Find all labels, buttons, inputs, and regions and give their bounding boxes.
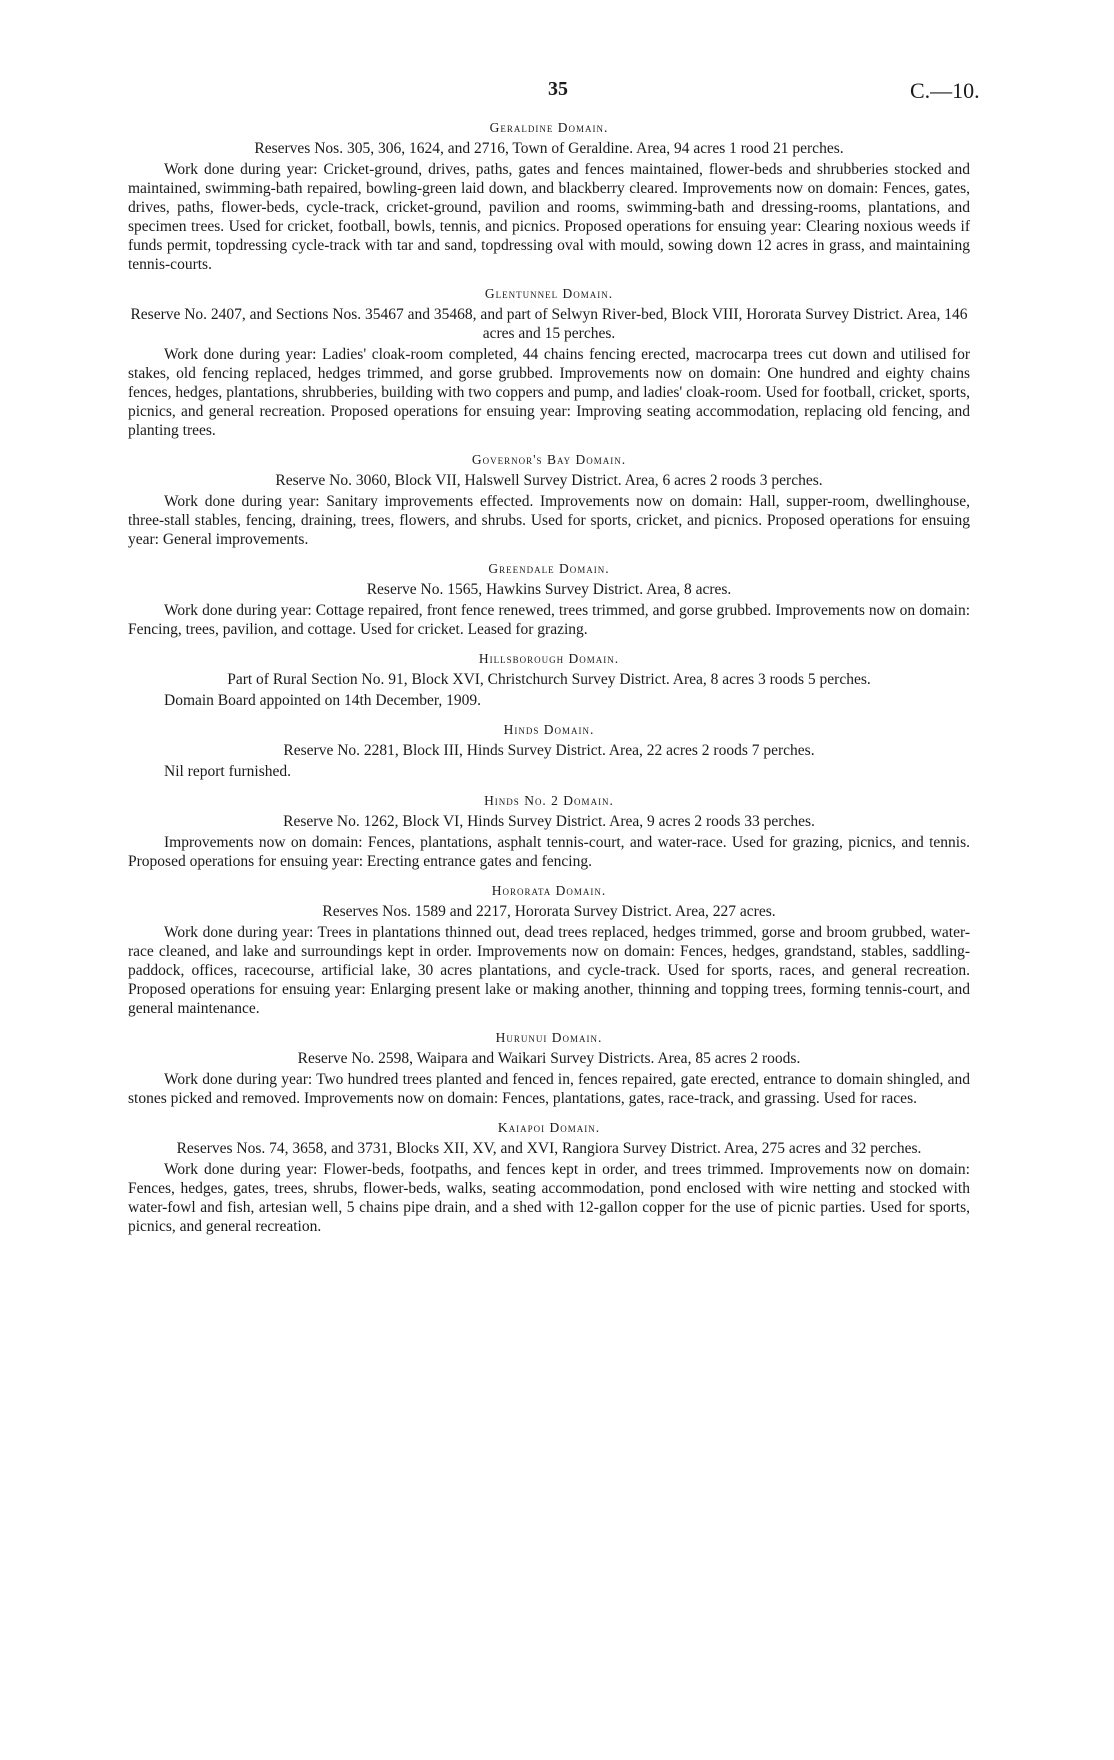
- reserve-description: Reserves Nos. 305, 306, 1624, and 2716, Town of Geraldine. Area, 94 acres 1 rood 21 perches.: [254, 140, 844, 157]
- page-number: 35: [548, 78, 568, 100]
- report-paragraph: Work done during year: Ladies' cloak-room completed, 44 chains fencing erected, macrocarpa trees cut down and utilised for stakes, old fencing replaced, hedges trimmed, and gorse grubbed. Improvements now on domain: One hundred and eighty chains fences, hedges, plantations, shrubberies, building with two coppers and pump, and ladies' cloak-room. Used for football, cricket, sports, picnics, and general recreation. Proposed operations for ensuing year: Improving seating accommodation, replacing old fencing, and planting trees.: [128, 346, 970, 439]
- reserve-description: Reserves Nos. 74, 3658, and 3731, Blocks XII, XV, and XVI, Rangiora Survey District. Area, 275 acres and 32 perches.: [176, 1140, 922, 1157]
- section-kaiapoi-domain: [128, 1120, 970, 1236]
- section-heading: Kaiapoi Domain.: [497, 1120, 601, 1135]
- report-paragraph: Improvements now on domain: Fences, plantations, asphalt tennis-court, and water-race. Used for grazing, picnics, and tennis. Proposed operations for ensuing year: Erecting entrance gates and fencing.: [128, 834, 970, 870]
- section-geraldine-domain: [128, 120, 970, 274]
- report-paragraph: Work done during year: Two hundred trees planted and fenced in, fences repaired, gate erected, entrance to domain shingled, and stones picked and removed. Improvements now on domain: Fences, plantations, gates, race-track, and grassing. Used for races.: [128, 1071, 970, 1107]
- report-paragraph: Work done during year: Cricket-ground, drives, paths, gates and fences maintained, flower-beds and shrubberies stocked and maintained, swimming-bath repaired, bowling-green laid down, and blackberry cleared. Improvements now on domain: Fences, gates, drives, paths, flower-beds, cycle-track, cricket-ground, pavilion and rooms, swimming-bath and dressing-rooms, plantations, and specimen trees. Used for cricket, football, bowls, tennis, and picnics. Proposed operations for ensuing year: Clearing noxious weeds if funds permit, topdressing cycle-track with tar and sand, topdressing oval with mould, sowing down 12 acres in grass, and maintaining tennis-courts.: [128, 161, 970, 273]
- report-paragraph: Nil report furnished.: [164, 763, 291, 780]
- section-heading: Hinds Domain.: [503, 722, 595, 737]
- section-heading: Hurunui Domain.: [495, 1030, 603, 1045]
- reserve-description: Reserve No. 1262, Block VI, Hinds Survey District. Area, 9 acres 2 roods 33 perches.: [283, 813, 815, 830]
- section-heading: Geraldine Domain.: [489, 120, 609, 135]
- reserve-description: Reserve No. 2281, Block III, Hinds Survey District. Area, 22 acres 2 roods 7 perches.: [283, 742, 815, 759]
- reserve-description: Reserves Nos. 1589 and 2217, Hororata Survey District. Area, 227 acres.: [322, 903, 776, 920]
- report-paragraph: Work done during year: Cottage repaired, front fence renewed, trees trimmed, and gorse grubbed. Improvements now on domain: Fencing, trees, pavilion, and cottage. Used for cricket. Leased for grazing.: [128, 602, 970, 638]
- reserve-description: Part of Rural Section No. 91, Block XVI, Christchurch Survey District. Area, 8 acres 3 roods 5 perches.: [227, 671, 871, 688]
- reserve-description: Reserve No. 1565, Hawkins Survey District. Area, 8 acres.: [366, 581, 732, 598]
- section-hurunui-domain: [128, 1030, 970, 1108]
- report-paragraph: Work done during year: Trees in plantations thinned out, dead trees replaced, hedges trimmed, gorse and broom grubbed, water-race cleaned, and lake and surroundings kept in order. Improvements now on domain: Fences, hedges, grandstand, stables, saddling-paddock, offices, racecourse, artificial lake, 30 acres plantations, and cycle-track. Used for sports, races, and general recreation. Proposed operations for ensuing year: Enlarging present lake or making another, thinning and topping trees, forming tennis-court, and general maintenance.: [128, 924, 970, 1017]
- section-heading: Governor's Bay Domain.: [471, 452, 627, 467]
- section-hinds-no-2-domain: [128, 793, 970, 871]
- document-reference: C.—10.: [910, 78, 980, 103]
- section-governors-bay-domain: [128, 452, 970, 549]
- section-glentunnel-domain: [128, 286, 970, 440]
- section-hillsborough-domain: [128, 651, 970, 710]
- section-heading: Hillsborough Domain.: [478, 651, 620, 666]
- section-heading: Hororata Domain.: [491, 883, 607, 898]
- reserve-description: Reserve No. 2407, and Sections Nos. 35467 and 35468, and part of Selwyn River-bed, Block VIII, Hororata Survey District. Area, 146 acres and 15 perches.: [130, 306, 968, 342]
- report-paragraph: Work done during year: Flower-beds, footpaths, and fences kept in order, and trees trimmed. Improvements now on domain: Fences, hedges, gates, trees, shrubs, flower-beds, walks, seating accommodation, pond enclosed with wire netting and stocked with water-fowl and fish, artesian well, 5 chains pipe drain, and a shed with 12-gallon copper for the use of picnic parties. Used for sports, picnics, and general recreation.: [128, 1161, 970, 1235]
- reserve-description: Reserve No. 3060, Block VII, Halswell Survey District. Area, 6 acres 2 roods 3 perches.: [275, 472, 823, 489]
- section-heading: Greendale Domain.: [488, 561, 610, 576]
- section-hinds-domain: [128, 722, 970, 781]
- report-paragraph: Domain Board appointed on 14th December, 1909.: [164, 692, 482, 709]
- section-hororata-domain: [128, 883, 970, 1018]
- report-paragraph: Work done during year: Sanitary improvements effected. Improvements now on domain: Hall, supper-room, dwellinghouse, three-stall stables, fencing, draining, trees, flowers, and shrubs. Used for sports, cricket, and picnics. Proposed operations for ensuing year: General improvements.: [128, 493, 970, 548]
- section-greendale-domain: [128, 561, 970, 639]
- document-body: [128, 120, 970, 1248]
- section-heading: Hinds No. 2 Domain.: [484, 793, 614, 808]
- reserve-description: Reserve No. 2598, Waipara and Waikari Survey Districts. Area, 85 acres 2 roods.: [297, 1050, 801, 1067]
- section-heading: Glentunnel Domain.: [484, 286, 614, 301]
